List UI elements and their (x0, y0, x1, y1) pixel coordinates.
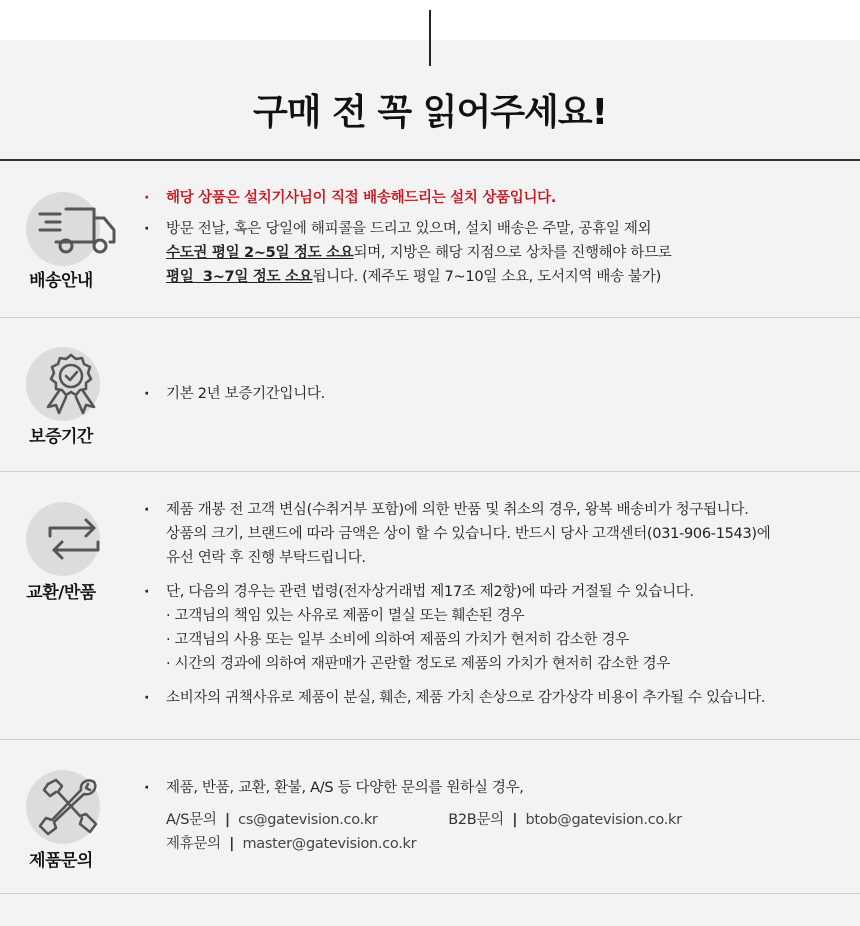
inquiry-content (144, 776, 844, 856)
delivery-section (0, 161, 860, 317)
delivery-notice-line3 (144, 241, 844, 265)
exchange-policy-1-line2: 상품의 크기, 브랜드에 따라 금액은 상이 할 수 있습니다. 반드시 당사 고객센터(031-906-1543)에 (166, 526, 771, 542)
warranty-section (0, 318, 860, 471)
tools-wrench-screwdriver-icon (26, 770, 106, 844)
delivery-label: 배송안내 (29, 271, 93, 291)
exchange-policy-2-case3: · 시간의 경과에 의하여 재판매가 곤란할 정도로 제품의 가치가 현저히 감소한 경우 (166, 656, 671, 672)
inquiry-contact-row-1 (144, 808, 844, 832)
inquiry-intro: · 제품, 반품, 교환, 환불, A/S 등 다양한 문의를 원하실 경우, (144, 776, 844, 800)
b2b-inquiry-label: B2B문의 (448, 812, 504, 828)
delivery-metro-days: 수도권 평일 2~5일 정도 소요 (166, 245, 354, 261)
exchange-arrows-icon (26, 502, 106, 576)
delivery-content (144, 186, 844, 289)
section-divider (0, 893, 860, 894)
page-title: 구매 전 꼭 읽어주세요! (252, 92, 607, 133)
warranty-notice: · 기본 2년 보증기간입니다. (144, 382, 844, 406)
inquiry-contact-row-2 (144, 832, 844, 856)
warranty-icon-circle (26, 347, 100, 421)
partner-email-link[interactable]: master@gatevision.co.kr (242, 836, 417, 852)
delivery-notice-line4 (144, 265, 844, 289)
delivery-notice-red: · 해당 상품은 설치기사님이 직접 배송해드리는 설치 상품입니다. (144, 186, 844, 210)
delivery-icon-circle (26, 192, 100, 266)
warranty-content (144, 382, 844, 406)
exchange-policy-1-line3: 유선 연락 후 진행 부탁드립니다. (166, 550, 366, 566)
b2b-email-link[interactable]: btob@gatevision.co.kr (525, 812, 682, 828)
delivery-regional-days: 평일 3~7일 정도 소요 (166, 269, 313, 285)
as-inquiry-label: A/S문의 (166, 812, 217, 828)
partner-inquiry-label: 제휴문의 (166, 836, 221, 852)
as-email-link[interactable]: cs@gatevision.co.kr (238, 812, 378, 828)
exchange-content (144, 498, 844, 710)
as-separator: | (224, 812, 230, 828)
inquiry-icon-circle (26, 770, 100, 844)
b2b-separator: | (512, 812, 518, 828)
inquiry-section (0, 740, 860, 893)
exchange-label: 교환/반품 (26, 583, 96, 603)
exchange-policy-3: · 소비자의 귀책사유로 제품이 분실, 훼손, 제품 가치 손상으로 감가상각 비용이 추가될 수 있습니다. (144, 686, 844, 710)
warranty-label: 보증기간 (29, 427, 93, 447)
partner-separator: | (229, 836, 235, 852)
delivery-notice-line2: · 방문 전날, 혹은 당일에 해피콜을 드리고 있으며, 설치 배송은 주말, 공휴일 제외 (144, 217, 844, 241)
delivery-line4-rest: 됩니다. (제주도 평일 7~10일 소요, 도서지역 배송 불가) (312, 269, 661, 285)
exchange-policy-1: · 제품 개봉 전 고객 변심(수취거부 포함)에 의한 반품 및 취소의 경우, 왕복 배송비가 청구됩니다. (144, 498, 844, 522)
top-divider-line (429, 10, 431, 66)
delivery-line3-rest: 되며, 지방은 해당 지점으로 상차를 진행해야 하므로 (353, 245, 672, 261)
exchange-policy-2: · 단, 다음의 경우는 관련 법령(전자상거래법 제17조 제2항)에 따라 거절될 수 있습니다. (144, 580, 844, 604)
exchange-icon-circle (26, 502, 100, 576)
exchange-policy-2-case2: · 고객님의 사용 또는 일부 소비에 의하여 제품의 가치가 현저히 감소한 경우 (166, 632, 629, 648)
delivery-truck-icon (26, 192, 116, 266)
warranty-badge-icon (26, 347, 106, 421)
exchange-policy-2-case1: · 고객님의 책임 있는 사유로 제품이 멸실 또는 훼손된 경우 (166, 608, 525, 624)
exchange-section (0, 472, 860, 739)
inquiry-label: 제품문의 (29, 851, 93, 871)
